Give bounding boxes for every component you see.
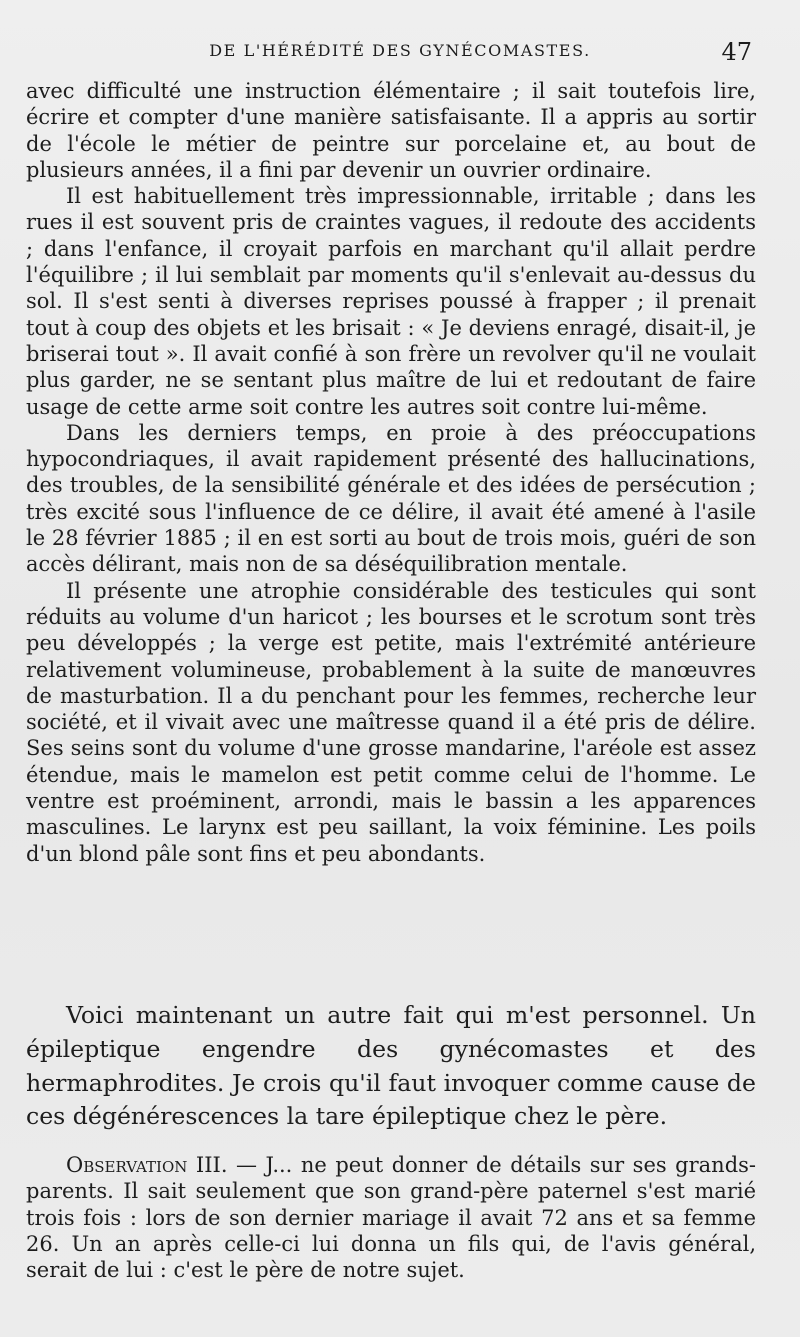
intro-text [26, 999, 756, 1134]
paragraph-physical-exam: Il présente une atrophie considérable des testicules qui sont réduits au volume d'un haricot ; les bourses et le scrotum sont très peu développés ; la verge est petite, mais l'extrémité antérieure relativement volumineuse, probablement à la suite de manœuvres de masturbation. Il a du penchant pour les femmes, recherche leur société, et il vivait avec une maîtresse quand il a été pris de délire. Ses seins sont du volume d'une grosse mandarine, l'aréole est assez étendue, mais le mamelon est petit comme celui de l'homme. Le ventre est proéminent, arrondi, mais le bassin a les apparences masculines. Le larynx est peu saillant, la voix féminine. Les poils d'un blond pâle sont fins et peu abondants. [26, 578, 756, 866]
paragraph-continuation: avec difficulté une instruction élémentaire ; il sait toutefois lire, écrire et compter d'une manière satisfaisante. Il a appris au sortir de l'école le métier de peintre sur porcelaine et, au bout de plusieurs années, il a fini par devenir un ouvrier ordinaire. [26, 79, 756, 182]
running-title: DE L'HÉRÉDITÉ DES GYNÉCOMASTES. [209, 41, 591, 60]
main-text [26, 78, 756, 867]
paragraph-observation [26, 1152, 756, 1283]
running-head [0, 38, 800, 68]
observation-label: Observation III. [66, 1153, 228, 1177]
observation-text [26, 1152, 756, 1283]
paragraph-intro: Voici maintenant un autre fait qui m'est personnel. Un épileptique engendre des gynécomastes et des hermaphrodites. Je crois qu'il faut invoquer comme cause de ces dégénérescences la tare épileptique chez le père. [26, 1001, 756, 1131]
observation-body: — J... ne peut donner de détails sur ses grands-parents. Il sait seulement que son grand-père paternel s'est marié trois fois : lors de son dernier mariage il avait 72 ans et sa femme 26. Un an après celle-ci lui donna un fils qui, de l'avis général, serait de lui : c'est le père de notre sujet. [26, 1153, 757, 1283]
paragraph-hallucinations: Dans les derniers temps, en proie à des préoccupations hypocondriaques, il avait rapidement présenté des hallucinations, des troubles, de la sensibilité générale et des idées de persécution ; très excité sous l'influence de ce délire, il avait été amené à l'asile le 28 février 1885 ; il en est sorti au bout de trois mois, guéri de son accès délirant, mais non de sa déséquilibration mentale. [26, 420, 756, 577]
page-number: 47 [721, 38, 752, 66]
paragraph-temperament: Il est habituellement très impressionnable, irritable ; dans les rues il est souvent pris de craintes vagues, il redoute des accidents ; dans l'enfance, il croyait parfois en marchant qu'il allait perdre l'équilibre ; il lui semblait par moments qu'il s'enlevait au-dessus du sol. Il s'est senti à diverses reprises poussé à frapper ; il prenait tout à coup des objets et les brisait : « Je deviens enragé, disait-il, je briserai tout ». Il avait confié à son frère un revolver qu'il ne voulait plus garder, ne se sentant plus maître de lui et redoutant de faire usage de cette arme soit contre les autres soit contre lui-même. [26, 184, 756, 419]
